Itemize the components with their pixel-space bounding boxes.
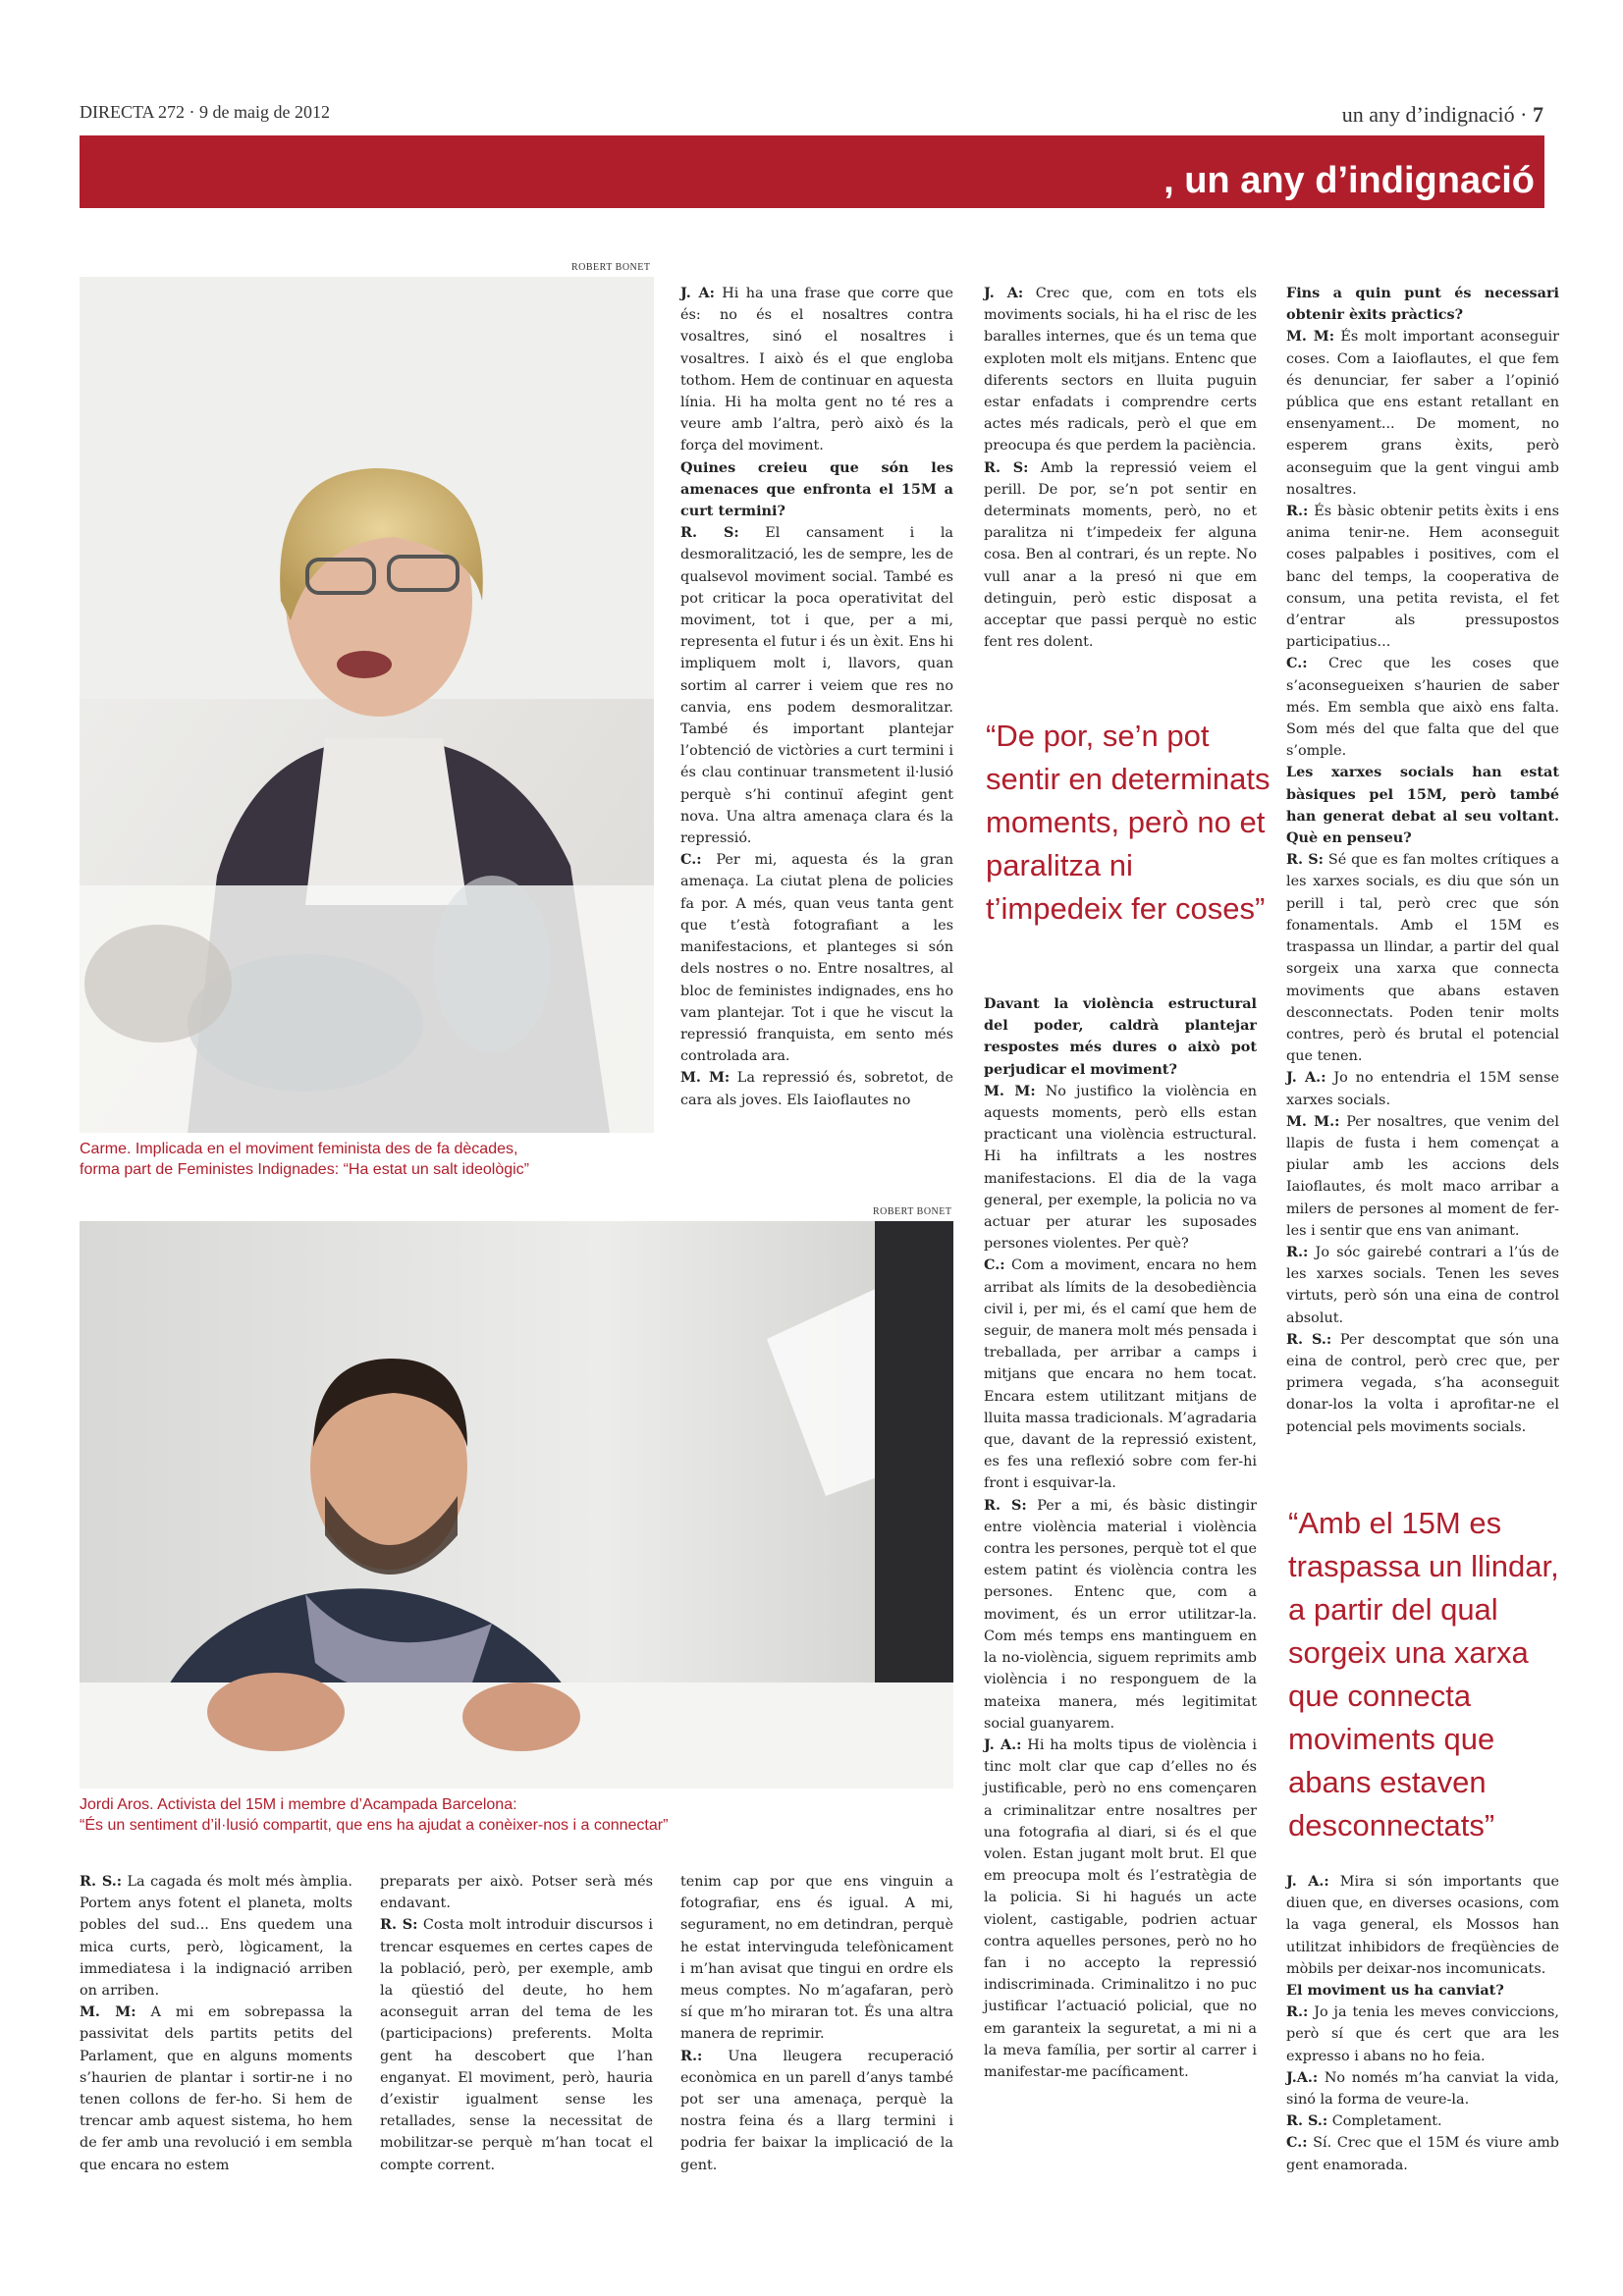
answer-text: Sé que es fan moltes crítiques a les xarxes socials, es diu que són un perill i tal, però crec que són fonamentals. Amb el 15M es traspassa un llindar, a partir del qual sorgeix una xarxa que connecta moviments que abans estaven desconnectats. Poden tenir molts contres, però és brutal el potencial que tenen.: [1286, 852, 1560, 1065]
answer-paragraph: [1286, 2110, 1559, 2132]
answer-text: La cagada és molt més àmplia. Portem anys fotent el planeta, molts pobles del sud... Ens quedem una mica curts, però, lògicament, la immediatesa i la indignació arriben on arriben.: [80, 1874, 352, 2000]
answer-paragraph: [984, 1255, 1257, 1494]
answer-text: És bàsic obtenir petits èxits i ens anima tenir-ne. Hem aconseguit coses palpables i positives, com el banc del temps, la cooperativa de consum, una petita revista, el fet d’entrar als pressupostos participatius...: [1286, 504, 1559, 651]
speaker: R. S.:: [80, 1873, 123, 1890]
answer-paragraph: [1286, 501, 1559, 653]
speaker: C.:: [1286, 2134, 1308, 2152]
answer-paragraph: [1286, 2002, 1559, 2067]
answer-paragraph: [680, 283, 953, 457]
answer-paragraph: [1286, 1067, 1559, 1110]
speaker: R. S:: [984, 458, 1029, 476]
band-title: , un any d’indignació: [1163, 160, 1535, 201]
photo-jordi: [80, 1221, 953, 1789]
text-column: [80, 1871, 352, 2176]
speaker: R. S:: [984, 1496, 1027, 1514]
section-band: [80, 135, 1544, 208]
section-name: un any d’indignació ·: [1341, 102, 1533, 127]
answer-text: Amb la repressió veiem el perill. De por, se’n pot sentir en determinats moments, però, no et paralitza ni t’impedeix fer alguna cosa. Ben al contrari, és un repte. No vull anar a la presó ni que em detinguin, però estic disposat a acceptar que passi perquè no estic fent res dolent.: [984, 459, 1258, 651]
answer-paragraph: [680, 1871, 953, 2046]
speaker: J. A:: [984, 285, 1024, 301]
photo-credit: ROBERT BONET: [873, 1206, 952, 1217]
speaker: R.:: [1286, 1243, 1309, 1260]
pull-quote: “Amb el 15M es traspassa un llindar, a partir del qual sorgeix una xarxa que connecta moviments que abans estaven desconnectats”: [1288, 1506, 1559, 1842]
answer-text: Per mi, aquesta és la gran amenaça. La ciutat plena de policies fa por. A més, quan veus tanta gent que t’està fotografiant a les manifestacions, et planteges si són dels nostres o no. Entre nosaltres, al bloc de feministes indignades, ens ho vam plantejar. Tot i que he viscut la repressió franquista, em sento més controlada ara.: [680, 852, 953, 1065]
photo-carme: [80, 277, 654, 1133]
caption-line: Jordi Aros. Activista del 15M i membre d’Acampada Barcelona:: [80, 1796, 517, 1813]
answer-text: A mi em sobrepassa la passivitat dels partits petits del Parlament, que en alguns moments s’haurien de plantar i sortir-ne i no tenen collons de fer-ho. Si hem de trencar amb aquest sistema, ho hem de fer amb una revolució i em sembla que encara no estem: [80, 2004, 353, 2173]
caption-line: Carme. Implicada en el moviment feminista des de fa dècades,: [80, 1141, 518, 1157]
speaker: M. M:: [680, 1069, 730, 1087]
speaker: M. M.:: [1286, 1112, 1340, 1130]
answer-text: Mira si són importants que diuen que, en diverses ocasions, com la vaga general, els Mossos han utilitzat inhibidors de freqüències de mòbils per deixar-nos incomunicats.: [1286, 1874, 1559, 1977]
answer-text: Crec que les coses que s’aconsegueixen s’haurien de saber més. Em sembla que això ens falta. Som més del que falta que del que s’omple.: [1286, 656, 1559, 760]
answer-paragraph: [680, 1067, 953, 1110]
answer-text: És molt important aconseguir coses. Com a Iaioflautes, el que fem és denunciar, fer saber a l’opinió pública que ens estant retallant en ensenyament... De moment, no esperem grans èxits, però aconseguim que la gent vingui amb nosaltres.: [1286, 329, 1559, 498]
speaker: M. M:: [984, 1082, 1036, 1099]
answer-text: Completament.: [1327, 2113, 1442, 2130]
speaker: R. S:: [680, 524, 739, 542]
answer-paragraph: [380, 1914, 653, 2175]
answer-paragraph: [80, 2002, 352, 2176]
answer-paragraph: [1286, 1871, 1559, 1980]
answer-text: Per a mi, és bàsic distingir entre violència material i violència contra les persones, perquè tot el que estem patint és violència contra les persones. Entenc que, com a moviment, és un error utilitzar-la. Com més temps ens mantinguem en la no-violència, siguem reprimits amb violència i no responguem de la mateixa manera, més legitimitat social guanyarem.: [984, 1497, 1257, 1732]
answer-text: La repressió és, sobretot, de cara als joves. Els Iaioflautes no: [680, 1070, 953, 1108]
answer-paragraph: [1286, 1242, 1559, 1329]
speaker: R.:: [1286, 503, 1309, 520]
answer-text: Crec que, com en tots els moviments socials, hi ha el risc de les baralles internes, que és un tema que exploten molt els mitjans. Entenc que diferents sectors en lluita puguin estar enfadats i comprendre certs actes més radicals, però el que em preocupa és que perdem la paciència.: [984, 286, 1257, 454]
answer-paragraph: [1286, 1329, 1559, 1438]
answer-paragraph: [1286, 2132, 1559, 2175]
speaker: M. M:: [80, 2003, 136, 2021]
answer-paragraph: [1286, 2067, 1559, 2110]
answer-paragraph: [80, 1871, 352, 2002]
speaker: J.A.:: [1286, 2068, 1319, 2086]
question: Fins a quin punt és necessari obtenir èxits pràctics?: [1286, 285, 1559, 324]
answer-paragraph: [680, 2046, 953, 2176]
answer-paragraph: [1286, 849, 1559, 1067]
pull-quote: “De por, se’n pot sentir en determinats moments, però no et paralitza ni t’impedeix fer coses”: [986, 719, 1271, 926]
answer-paragraph: [680, 522, 953, 849]
caption-line: “És un sentiment d’il·lusió compartit, que ens ha ajudat a conèixer-nos i a connectar”: [80, 1817, 669, 1834]
question: Les xarxes socials han estat bàsiques pel 15M, però també han generat debat al seu voltant. Què en penseu?: [1286, 764, 1559, 847]
text-column: [984, 993, 1257, 2083]
answer-text: Hi ha una frase que corre que és: no és el nosaltres contra vosaltres, sinó el nosaltres i vosaltres. I això és el que engloba tothom. Hem de continuar en aquesta línia. Hi ha molta gent no té res a veure amb l’altra, però això és la força del moviment.: [680, 286, 953, 454]
text-column: [1286, 283, 1559, 1438]
answer-paragraph: [1286, 653, 1559, 762]
text-column: [380, 1871, 653, 2176]
speaker: J. A.:: [984, 1735, 1022, 1753]
answer-paragraph: [1286, 1111, 1559, 1242]
speaker: R.:: [680, 2047, 703, 2064]
answer-text: No només m’ha canviat la vida, sinó la forma de veure-la.: [1286, 2069, 1559, 2109]
answer-paragraph: [380, 1871, 653, 1914]
answer-text: Com a moviment, encara no hem arribat als límits de la desobediència civil i, per mi, és el camí que hem de seguir, de manera molt més pensada i treballada, per arribar a camps i mitjans que encara no hem tocat. Encara estem utilitzant mitjans de lluita massa tradicionals. M’agradaria que, davant de la repressió existent, es fes una reflexió sobre com fer-hi front i esquivar-la.: [984, 1257, 1257, 1492]
answer-text: tenim cap por que ens vinguin a fotografiar, ens és igual. A mi, segurament, no em detindran, perquè he estat intervinguda telefònicament i m’han avisat que tingui en ordre els meus comptes. No m’agafaran, però sí que m’ho miraran tot. És una altra manera de reprimir.: [680, 1874, 953, 2043]
question: Davant la violència estructural del poder, caldrà plantejar respostes més dures o això pot perjudicar el moviment?: [984, 995, 1257, 1078]
photo-jordi-image: [80, 1221, 953, 1789]
speaker: R. S:: [380, 1916, 418, 1934]
speaker: C.:: [984, 1256, 1005, 1274]
caption-line: forma part de Feministes Indignades: “Ha estat un salt ideològic”: [80, 1161, 530, 1178]
answer-paragraph: [984, 1081, 1257, 1255]
page-number: 7: [1533, 102, 1543, 127]
question: El moviment us ha canviat?: [1286, 1982, 1504, 2000]
answer-text: Per descomptat que són una eina de control, però crec que, per primera vegada, s’ha aconseguit donar-los la volta i aprofitar-ne el potencial pels moviments socials.: [1286, 1331, 1560, 1435]
answer-text: Jo ja tenia les meves conviccions, però sí que és cert que ara les expresso i abans no ho feia.: [1286, 2004, 1559, 2064]
answer-text: Per nosaltres, que venim del llapis de fusta i hem començat a piular amb les accions dels Iaioflautes, és molt maco arribar a milers de persones al moment de fer-les i sentir que ens van animant.: [1286, 1113, 1560, 1239]
answer-text: Jo sóc gairebé contrari a l’ús de les xarxes socials. Tenen les seves virtuts, però són una eina de control absolut.: [1286, 1244, 1559, 1326]
answer-text: Jo no entendria el 15M sense xarxes socials.: [1286, 1070, 1559, 1108]
photo-caption-jordi: [80, 1794, 963, 1836]
speaker: M. M:: [1286, 328, 1335, 346]
issue-info: DIRECTA 272 · 9 de maig de 2012: [80, 102, 331, 122]
text-column: [680, 1871, 953, 2176]
speaker: R. S.:: [1286, 2112, 1328, 2130]
speaker: R.:: [1286, 2003, 1309, 2021]
answer-text: El cansament i la desmoralització, les de sempre, les de qualsevol moviment social. També es pot criticar la poca operativitat del moviment, tot i que, per a mi, representa el futur i és un èxit. Ens hi impliquem molt i, llavors, quan sortim al carrer i veiem que res no canvia, ens podem desmoralitzar. També és important plantejar l’obtenció de victòries a curt termini i és clau continuar transmetent il·lusió perquè s’hi continuï afegint gent nova. Una altra amenaça clara és la repressió.: [680, 525, 954, 847]
answer-text: No justifico la violència en aquests moments, però ells estan practicant una violència estructural. Hi ha infiltrats a les nostres manifestacions. El dia de la vaga general, per exemple, la policia no va actuar per aturar les suposades persones violentes. Per què?: [984, 1083, 1257, 1253]
speaker: J. A.:: [1286, 1069, 1326, 1087]
speaker: C.:: [1286, 655, 1308, 672]
answer-paragraph: [984, 1495, 1257, 1735]
photo-carme-image: [80, 277, 654, 1133]
answer-paragraph: [1286, 326, 1559, 501]
speaker: R. S:: [1286, 851, 1324, 869]
speaker: C.:: [680, 851, 702, 869]
answer-text: Sí. Crec que el 15M és viure amb gent enamorada.: [1286, 2135, 1559, 2173]
answer-text: Hi ha molts tipus de violència i tinc molt clar que cap d’elles no és justificable, però no ens començaren a criminalitzar entre nosaltres per una fotografia al diari, si és el que volen. Estan jugant molt brut. El que em preocupa molt és l’estratègia de la policia. Si hi hagués un acte violent, castigable, podrien actuar contra aquelles persones, però no ho fan i no accepto la repressió indiscriminada. Criminalitzo i no puc justificar l’actuació policial, que no em garanteix la seguretat, a mi ni a la meva família, per sortir al carrer i manifestar-me pacíficament.: [984, 1736, 1257, 2080]
answer-paragraph: [680, 849, 953, 1067]
speaker: J. A:: [680, 285, 715, 301]
answer-paragraph: [984, 1735, 1257, 2083]
photo-caption-carme: [80, 1139, 669, 1180]
question: Quines creieu que són les amenaces que enfronta el 15M a curt termini?: [680, 458, 953, 520]
answer-paragraph: [984, 457, 1257, 654]
section-header: [1342, 102, 1543, 128]
text-column: [1286, 1871, 1559, 2176]
speaker: J. A.:: [1286, 1873, 1329, 1890]
answer-text: Costa molt introduir discursos i trencar esquemes en certes capes de la població, però, per exemple, amb la qüestió del deute, ho hem aconseguit arran del tema de les (participacions) preferents. Molta gent ha descobert que l’han enganyat. El moviment, però, hauria d’existir igualment sense les retallades, sense la necessitat de mobilitzar-se perquè m’han tocat el compte corrent.: [380, 1917, 654, 2173]
text-column: [680, 283, 953, 1111]
text-column: [984, 283, 1257, 653]
answer-text: preparats per això. Potser serà més endavant.: [380, 1874, 653, 1912]
answer-text: Una lleugera recuperació econòmica en un parell d’anys també pot ser una amenaça, perquè la nostra feina és a llarg termini i podria fer baixar la implicació de la gent.: [680, 2048, 953, 2173]
speaker: R. S.:: [1286, 1330, 1332, 1348]
answer-paragraph: [984, 283, 1257, 457]
photo-credit: ROBERT BONET: [571, 262, 651, 273]
